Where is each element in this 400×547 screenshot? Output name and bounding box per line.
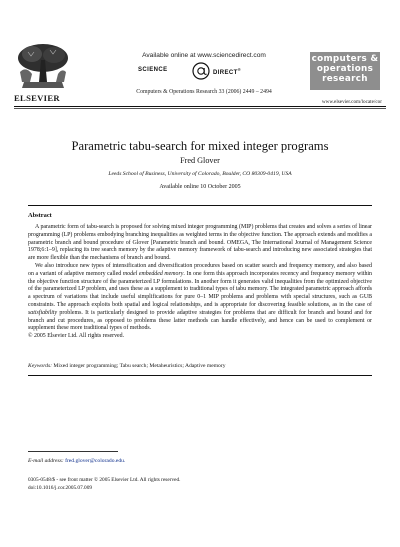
- keywords-rule: [28, 375, 372, 376]
- journal-reference: Computers & Operations Research 33 (2006) 2449 – 2494: [136, 89, 272, 95]
- available-online-date: Available online 10 October 2005: [159, 184, 241, 190]
- paper-author: Fred Glover: [180, 156, 220, 165]
- journal-logo-box: [310, 52, 380, 90]
- sciencedirect-right-word: DIRECT®: [213, 67, 242, 76]
- abstract-paragraph-2: We also introduce new types of intensification and diversification procedures based on scatter search and frequency memory, and also based on a variant of adaptive memory called model embedded memory. In one form this approach incorporates recency and frequency memory within the objective function structure of the parameterized LP formulations. In another form it generates valid inequalities from the optimized objective of the parameterized LP problem, and uses these as a supplement to traditional types of tabu memory. The integrated parametric approach affords a spectrum of variations that include useful simplifications for pure 0–1 MIP problems and problems with special structures, such as GUB constraints. The approach exploits both spatial and logical relationships, and is appropriate for discovering feasible solutions, as in the case of satisfiability problems. It is particularly designed to provide adaptive strategies for problems that are difficult for branch and bound and for branch and cut procedures, as opposed to problems these latter methods can handle effectively, and hence can be used to complement or supplement these more traditional types of methods.: [28, 262, 372, 332]
- sciencedirect-logo: [124, 62, 284, 80]
- doi-line[interactable]: doi:10.1016/j.cor.2005.07.009: [28, 485, 93, 491]
- trademark-symbol: ®: [237, 67, 242, 72]
- header-rule: [14, 106, 386, 107]
- keywords: [28, 363, 372, 369]
- email-label: E-mail address:: [28, 458, 64, 464]
- copyright-line: © 2005 Elsevier Ltd. All rights reserved.: [28, 333, 125, 340]
- available-online-banner: Available online at www.sciencedirect.com: [142, 52, 266, 59]
- journal-url[interactable]: www.elsevier.com/locate/cor: [321, 99, 382, 105]
- abstract-body: [28, 224, 372, 341]
- abstract-paragraph-1: A parametric form of tabu-search is proposed for solving mixed integer programming (MIP) problems that creates and solves a series of linear programming (LP) problems embodying branching inequalities as weighted terms in the objective function. The approach extends and modifies a parametric branch and bound procedure of Glover [Parametric branch and bound. OMEGA, The International Journal of Management Science 1978;6:1–9], replacing its tree search memory by the adaptive memory framework of tabu-search and introducing new associated strategies that are more flexible than the mechanisms of branch and bound.: [28, 224, 372, 262]
- sciencedirect-at-icon: [192, 62, 210, 80]
- journal-logo-line-3: research: [322, 74, 368, 85]
- email-footnote: [28, 458, 125, 464]
- front-matter-line: 0305-0548/$ - see front matter © 2005 Elsevier Ltd. All rights reserved.: [28, 477, 181, 483]
- footnote-rule: [28, 451, 118, 452]
- journal-logo-line-1: computers &: [311, 54, 379, 64]
- elsevier-tree-logo: [14, 42, 72, 90]
- abstract-heading: Abstract: [28, 212, 52, 219]
- author-affiliation: Leeds School of Business, University of Colorado, Boulder, CO 80309-0419, USA: [108, 171, 292, 177]
- keywords-text: Mixed integer programming; Tabu search; Metaheuristics; Adaptive memory: [52, 363, 226, 369]
- sciencedirect-left-word: SCIENCE: [138, 67, 168, 73]
- keywords-label: Keywords:: [28, 363, 53, 369]
- publisher-name: ELSEVIER: [14, 93, 60, 103]
- email-link[interactable]: fred.glover@colorado.edu.: [63, 458, 126, 464]
- paper-title: Parametric tabu-search for mixed integer programs: [71, 139, 329, 153]
- journal-logo-line-2: operations: [316, 64, 374, 75]
- abstract-top-rule: [28, 205, 372, 206]
- header-rule-thin: [14, 108, 386, 109]
